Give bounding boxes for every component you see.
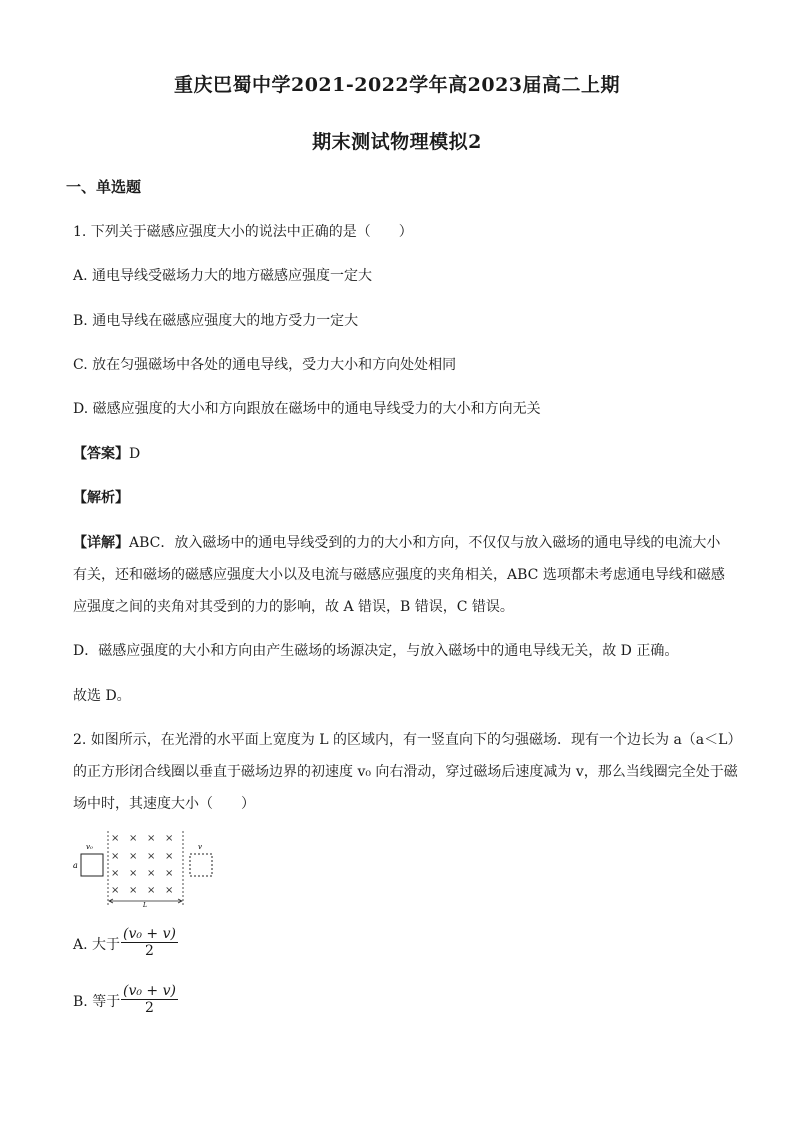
answer-value: D bbox=[129, 446, 141, 462]
svg-text:×: × bbox=[147, 885, 156, 896]
svg-text:×: × bbox=[147, 833, 156, 844]
q2-stem-line-3: 场中时，其速度大小（ ） bbox=[73, 796, 255, 812]
svg-text:×: × bbox=[165, 885, 174, 896]
q1-analysis-tag: 【解析】 bbox=[73, 490, 129, 506]
q2-stem-line-1: 2. 如图所示，在光滑的水平面上宽度为 L 的区域内，有一竖直向下的匀强磁场．现有一个边长为 a（a＜L） bbox=[73, 732, 742, 748]
detail-text-1: ABC．放入磁场中的通电导线受到的力的大小和方向，不仅仅与放入磁场的通电导线的电流大小 bbox=[129, 535, 721, 551]
field-marks bbox=[111, 833, 173, 896]
q2-option-a: A. 大于 bbox=[73, 937, 121, 953]
q1-option-b: B. 通电导线在磁感应强度大的地方受力一定大 bbox=[73, 313, 359, 329]
q1-option-a: A. 通电导线受磁场力大的地方磁感应强度一定大 bbox=[73, 268, 373, 284]
magnetic-field-diagram bbox=[73, 829, 223, 911]
q1-stem: 1. 下列关于磁感应强度大小的说法中正确的是（ ） bbox=[73, 224, 413, 240]
q1-option-c: C. 放在匀强磁场中各处的通电导线，受力大小和方向处处相同 bbox=[73, 357, 457, 373]
svg-text:×: × bbox=[129, 868, 138, 879]
coil-initial bbox=[81, 854, 103, 876]
svg-text:×: × bbox=[111, 833, 120, 844]
svg-text:×: × bbox=[147, 868, 156, 879]
svg-text:×: × bbox=[129, 885, 138, 896]
svg-text:×: × bbox=[111, 851, 120, 862]
fraction-numerator: (v₀ + v) bbox=[123, 983, 176, 999]
label-v0: v₀ bbox=[86, 843, 93, 851]
fraction-denominator: 2 bbox=[145, 943, 154, 959]
answer-tag: 【答案】 bbox=[73, 446, 129, 462]
fraction-denominator: 2 bbox=[145, 1000, 154, 1016]
q1-conclusion: 故选 D。 bbox=[73, 688, 131, 704]
coil-final bbox=[190, 854, 212, 876]
q1-detail-line-1 bbox=[73, 533, 720, 553]
q1-detail-line-2: 有关，还和磁场的磁感应强度大小以及电流与磁感应强度的夹角相关，ABC 选项都未考虑通电导线和磁感 bbox=[73, 567, 725, 583]
fraction-numerator: (v₀ + v) bbox=[123, 926, 176, 942]
svg-text:×: × bbox=[165, 868, 174, 879]
svg-text:×: × bbox=[129, 851, 138, 862]
title-line-2: 期末测试物理模拟2 bbox=[312, 131, 482, 153]
label-a: a bbox=[73, 861, 78, 870]
svg-text:×: × bbox=[111, 885, 120, 896]
label-L: L bbox=[143, 902, 147, 909]
svg-text:×: × bbox=[165, 833, 174, 844]
title-line-1: 重庆巴蜀中学2021-2022学年高2023届高二上期 bbox=[173, 74, 621, 96]
q2-option-a-fraction bbox=[121, 926, 178, 959]
svg-text:×: × bbox=[147, 851, 156, 862]
svg-text:×: × bbox=[129, 833, 138, 844]
q1-answer bbox=[73, 444, 140, 464]
svg-text:×: × bbox=[111, 868, 120, 879]
q1-detail-line-3: 应强度之间的夹角对其受到的力的影响，故 A 错误，B 错误，C 错误。 bbox=[73, 599, 514, 615]
detail-tag: 【详解】 bbox=[73, 535, 129, 551]
svg-text:×: × bbox=[165, 851, 174, 862]
q1-option-d: D. 磁感应强度的大小和方向跟放在磁场中的通电导线受力的大小和方向无关 bbox=[73, 401, 541, 417]
q1-detail-line-4: D．磁感应强度的大小和方向由产生磁场的场源决定，与放入磁场中的通电导线无关，故 D 正确。 bbox=[73, 643, 679, 659]
q2-stem-line-2: 的正方形闭合线圈以垂直于磁场边界的初速度 v₀ 向右滑动，穿过磁场后速度减为 v，那么当线圈完全处于磁 bbox=[73, 764, 738, 780]
q2-option-b-fraction bbox=[121, 983, 178, 1016]
section-heading: 一、单选题 bbox=[66, 178, 142, 196]
label-v: v bbox=[198, 843, 202, 851]
q2-option-b: B. 等于 bbox=[73, 994, 121, 1010]
